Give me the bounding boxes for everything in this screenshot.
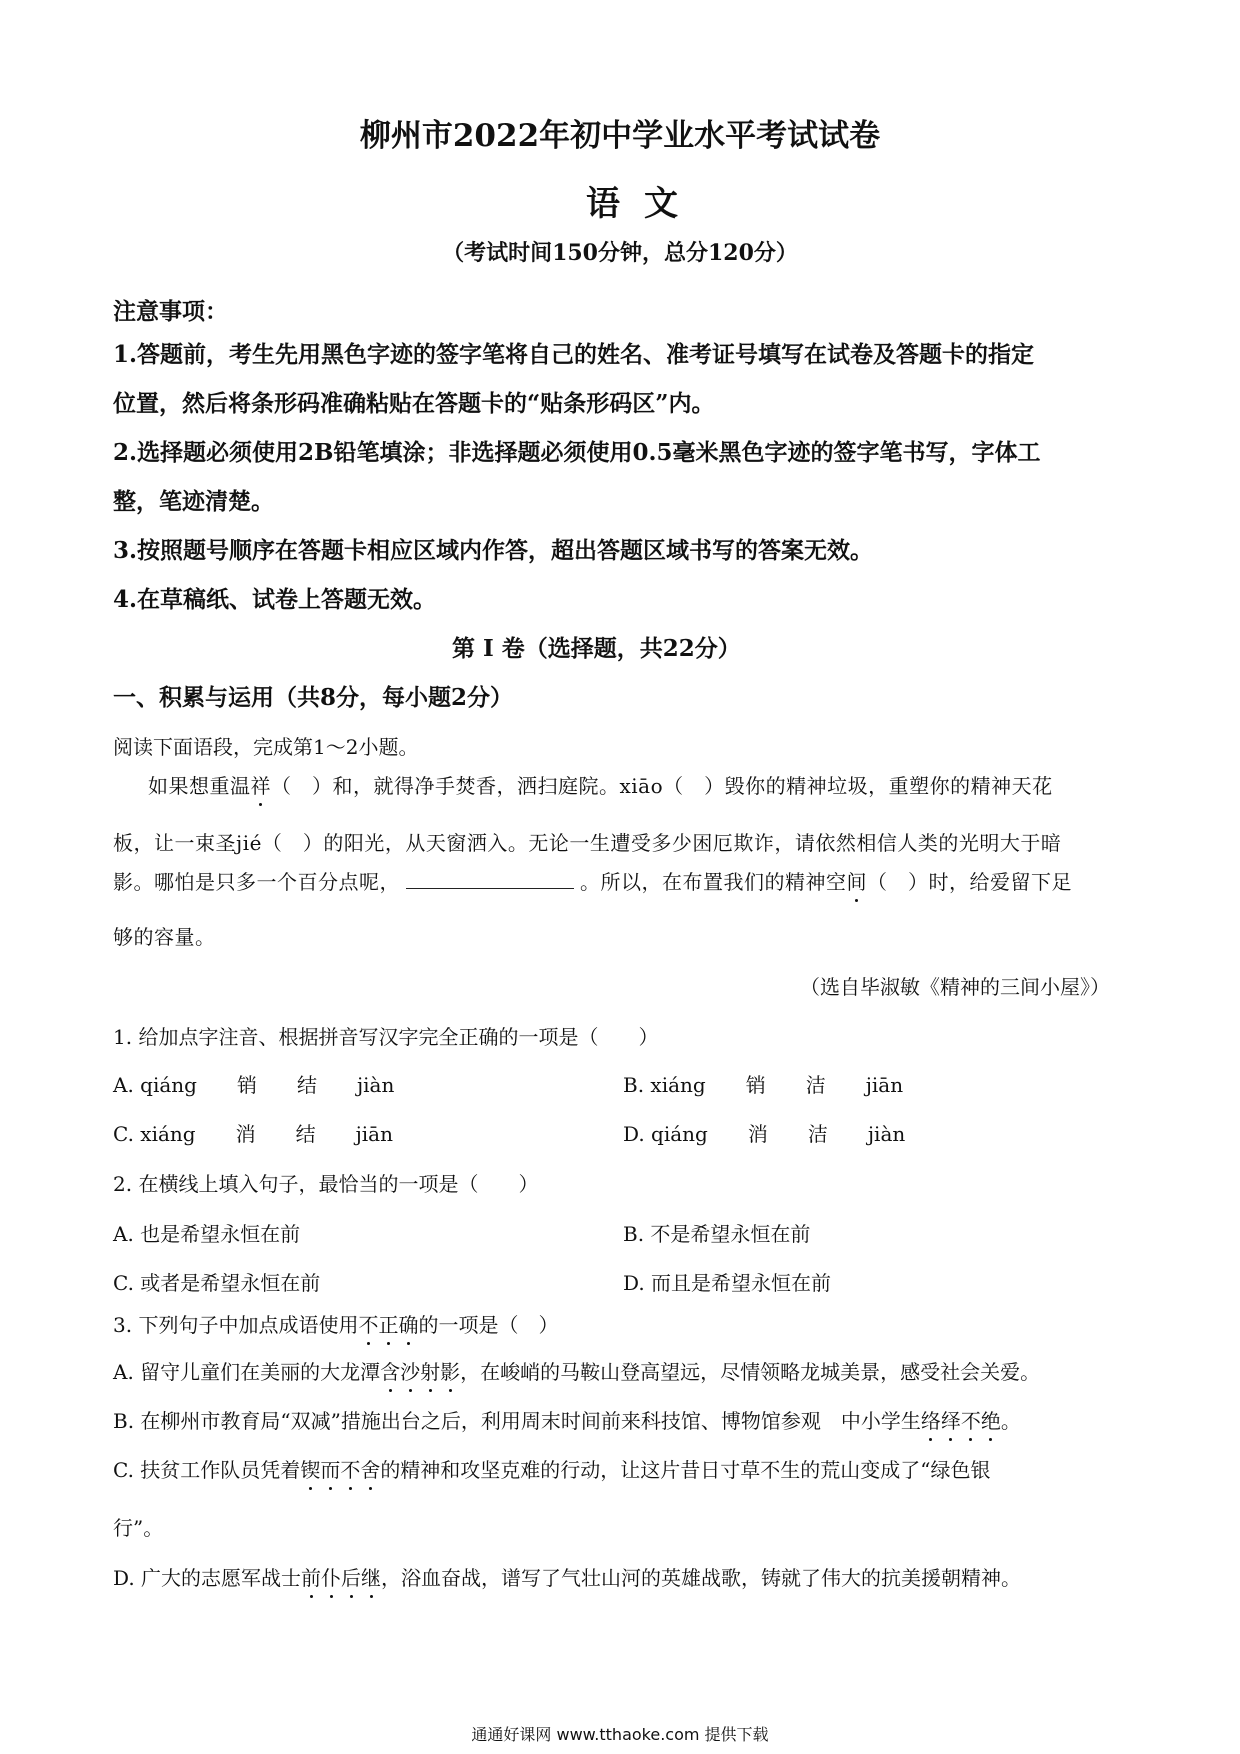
dotted-char: 锲 (300, 1454, 320, 1483)
notice-item-3: 3.按照题号顺序在答题卡相应区域内作答，超出答题区域书写的答案无效。 (113, 537, 874, 564)
passage-text: （ ）和，就得净手焚香，洒扫庭院。xiāo（ ）毁你的精神垃圾，重塑你的精神天花 (271, 774, 1053, 798)
footer-download-note: 通通好课网 www.tthaoke.com 提供下载 (471, 1725, 769, 1744)
exam-info: （考试时间150分钟，总分120分） (442, 240, 798, 266)
dotted-char: 后 (341, 1562, 361, 1591)
question-3-option-d (113, 1562, 1021, 1591)
stem-text: 的一项是（ ） (418, 1313, 559, 1337)
passage-line-1 (148, 770, 1053, 799)
dotted-char: 而 (320, 1454, 340, 1483)
answer-blank-line (406, 870, 574, 889)
option-text: C. 扶贫工作队员凭着 (113, 1458, 301, 1482)
notice-item-4: 4.在草稿纸、试卷上答题无效。 (113, 586, 437, 613)
option-text: B. 在柳州市教育局“双减”措施出台之后，利用周末时间前来科技馆、博物馆参观 中小学生 (113, 1409, 921, 1433)
question-2-stem: 2. 在横线上填入句子，最恰当的一项是（ ） (113, 1172, 539, 1196)
subject-title: 语文 (586, 184, 702, 224)
stem-text: 3. 下列句子中加点成语使用 (113, 1313, 359, 1337)
option-text: 的精神和攻坚克难的行动，让这片昔日寸草不生的荒山变成了“绿色银 (380, 1458, 991, 1482)
option-text: ，在峻峭的马鞍山登高望远，尽情领略龙城美景，感受社会关爱。 (460, 1360, 1041, 1384)
question-3-option-b (113, 1405, 1021, 1434)
dotted-char: 络 (921, 1405, 941, 1434)
dotted-char: 含 (380, 1356, 400, 1385)
dotted-char: 继 (361, 1562, 381, 1591)
passage-source: （选自毕淑敏《精神的三间小屋》） (800, 975, 1110, 999)
passage-text: （ ）时，给爱留下足 (867, 870, 1072, 894)
passage-text: 影。哪怕是只多一个百分点呢， (113, 870, 400, 894)
dotted-char: 间 (847, 866, 868, 895)
passage-text: 。所以，在布置我们的精神空 (580, 870, 847, 894)
dotted-char: 沙 (400, 1356, 420, 1385)
question-1-option-d: D. qiáng 消 洁 jiàn (623, 1122, 906, 1146)
part-title: 一、积累与运用（共8分，每小题2分） (113, 684, 514, 711)
option-text: D. 广大的志愿军战士 (113, 1566, 302, 1590)
volume-title: 第 Ⅰ 卷（选择题，共22分） (452, 635, 741, 662)
question-3-option-a (113, 1356, 1040, 1385)
notice-item-2-line-1: 2.选择题必须使用2B铅笔填涂；非选择题必须使用0.5毫米黑色字迹的签字笔书写，字体工 (113, 439, 1041, 466)
notice-item-1-line-1: 1.答题前，考生先用黑色字迹的签字笔将自己的姓名、准考证号填写在试卷及答题卡的指定 (113, 341, 1035, 368)
dotted-char: 绎 (941, 1405, 961, 1434)
dotted-char: 舍 (360, 1454, 380, 1483)
dotted-char: 前 (301, 1562, 321, 1591)
notice-item-1-line-2: 位置，然后将条形码准确粘贴在答题卡的“贴条形码区”内。 (113, 390, 715, 417)
question-3-option-c (113, 1454, 991, 1483)
passage-line-2: 板，让一束圣jié（ ）的阳光，从天窗洒入。无论一生遭受多少困厄欺诈，请依然相信人类的光明大于暗 (113, 831, 1062, 855)
dotted-char: 祥 (251, 770, 272, 799)
question-1-stem: 1. 给加点字注音、根据拼音写汉字完全正确的一项是（ ） (113, 1025, 659, 1049)
passage-line-3 (113, 866, 1072, 895)
question-3-option-c-line-2: 行”。 (113, 1516, 164, 1540)
dotted-char: 确 (398, 1309, 418, 1338)
dotted-char: 绝 (981, 1405, 1001, 1434)
question-2-option-d: D. 而且是希望永恒在前 (623, 1271, 832, 1295)
dotted-char: 不 (358, 1309, 378, 1338)
question-3-stem (113, 1309, 558, 1338)
notice-item-2-line-2: 整，笔迹清楚。 (113, 488, 274, 515)
dotted-char: 影 (440, 1356, 460, 1385)
passage-line-4: 够的容量。 (113, 925, 216, 949)
question-1-option-a: A. qiáng 销 结 jiàn (113, 1073, 395, 1097)
exam-title: 柳州市2022年初中学业水平考试试卷 (359, 118, 881, 154)
option-text: ，浴血奋战，谱写了气壮山河的英雄战歌，铸就了伟大的抗美援朝精神。 (381, 1566, 1022, 1590)
passage-text: 如果想重温 (148, 774, 251, 798)
question-1-option-c: C. xiáng 消 结 jiān (113, 1122, 393, 1146)
dotted-char: 射 (420, 1356, 440, 1385)
dotted-char: 不 (961, 1405, 981, 1434)
question-2-option-b: B. 不是希望永恒在前 (623, 1222, 811, 1246)
notice-heading: 注意事项： (113, 298, 228, 325)
reading-instruction: 阅读下面语段，完成第1～2小题。 (113, 735, 419, 759)
dotted-char: 仆 (321, 1562, 341, 1591)
dotted-char: 正 (378, 1309, 398, 1338)
question-1-option-b: B. xiáng 销 洁 jiān (623, 1073, 904, 1097)
dotted-char: 不 (340, 1454, 360, 1483)
option-text: 。 (1000, 1409, 1021, 1433)
question-2-option-c: C. 或者是希望永恒在前 (113, 1271, 321, 1295)
question-2-option-a: A. 也是希望永恒在前 (113, 1222, 301, 1246)
option-text: A. 留守儿童们在美丽的大龙潭 (113, 1360, 381, 1384)
